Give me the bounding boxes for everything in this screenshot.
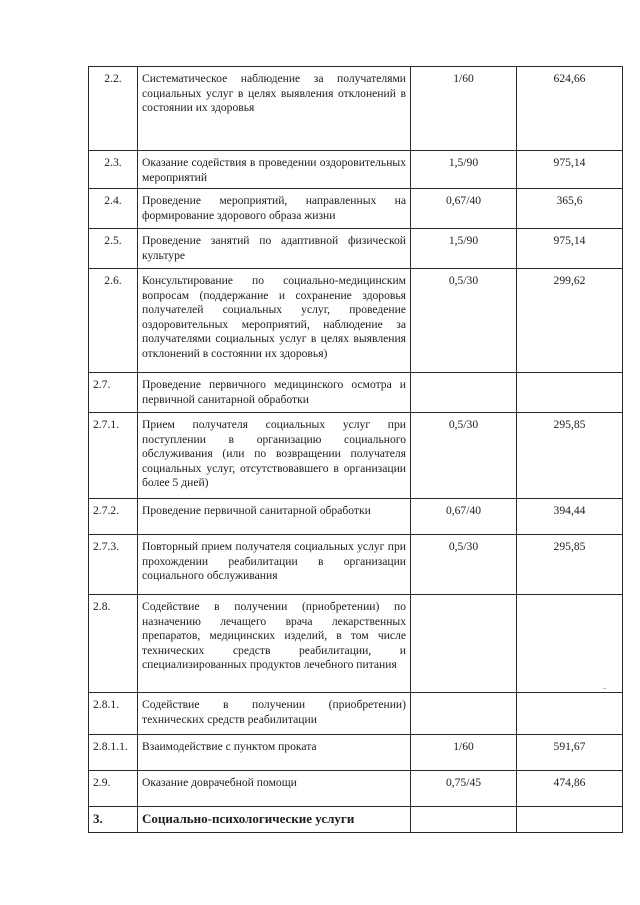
row-number: 2.7.1. <box>89 413 138 499</box>
service-price <box>517 807 623 833</box>
service-name: Содействие в получении (приобретении) по назначению лечащего врача лекарственных препаратов, медицинских изделий, в том числе технических средств реабилитации, и специализированных продуктов лечебного питания <box>138 595 411 693</box>
service-price: 975,14 <box>517 229 623 269</box>
service-price: 394,44 <box>517 499 623 535</box>
table-row <box>89 535 623 595</box>
section-number: 3. <box>89 807 138 833</box>
row-number: 2.3. <box>89 151 138 189</box>
service-price <box>517 373 623 413</box>
service-price: 975,14 <box>517 151 623 189</box>
service-name: Проведение занятий по адаптивной физической культуре <box>138 229 411 269</box>
time-norm: 0,67/40 <box>411 189 517 229</box>
service-price: 365,6 <box>517 189 623 229</box>
time-norm: 0,5/30 <box>411 535 517 595</box>
service-price: 591,67 <box>517 735 623 771</box>
table-row <box>89 735 623 771</box>
section-title: Социально-психологические услуги <box>138 807 411 833</box>
row-number: 2.6. <box>89 269 138 373</box>
service-price <box>517 595 623 693</box>
section-heading-row <box>89 807 623 833</box>
table-row <box>89 595 623 693</box>
table-row <box>89 373 623 413</box>
row-number: 2.5. <box>89 229 138 269</box>
service-name: Повторный прием получателя социальных услуг при прохождении реабилитации в организации социального обслуживания <box>138 535 411 595</box>
row-number: 2.8.1.1. <box>89 735 138 771</box>
service-name: Проведение мероприятий, направленных на формирование здорового образа жизни <box>138 189 411 229</box>
service-name: Оказание содействия в проведении оздоровительных мероприятий <box>138 151 411 189</box>
scan-speck <box>603 688 606 689</box>
table-row <box>89 693 623 735</box>
service-name: Проведение первичного медицинского осмотра и первичной санитарной обработки <box>138 373 411 413</box>
table-row <box>89 189 623 229</box>
table-row <box>89 413 623 499</box>
service-price: 474,86 <box>517 771 623 807</box>
service-name: Оказание доврачебной помощи <box>138 771 411 807</box>
service-price <box>517 693 623 735</box>
time-norm: 0,5/30 <box>411 413 517 499</box>
service-name: Содействие в получении (приобретении) технических средств реабилитации <box>138 693 411 735</box>
time-norm <box>411 595 517 693</box>
row-number: 2.8.1. <box>89 693 138 735</box>
time-norm <box>411 693 517 735</box>
row-number: 2.7. <box>89 373 138 413</box>
row-number: 2.8. <box>89 595 138 693</box>
row-number: 2.7.3. <box>89 535 138 595</box>
table-row <box>89 151 623 189</box>
service-price: 295,85 <box>517 535 623 595</box>
row-number: 2.7.2. <box>89 499 138 535</box>
service-price: 295,85 <box>517 413 623 499</box>
service-name: Проведение первичной санитарной обработки <box>138 499 411 535</box>
time-norm <box>411 373 517 413</box>
row-number: 2.9. <box>89 771 138 807</box>
table-row <box>89 229 623 269</box>
table-row <box>89 269 623 373</box>
service-name: Взаимодействие с пунктом проката <box>138 735 411 771</box>
time-norm: 1/60 <box>411 67 517 151</box>
service-name: Систематическое наблюдение за получателями социальных услуг в целях выявления отклонений в состоянии их здоровья <box>138 67 411 151</box>
row-number: 2.2. <box>89 67 138 151</box>
tariff-table <box>88 66 623 833</box>
service-name: Консультирование по социально-медицинским вопросам (поддержание и сохранение здоровья получателей социальных услуг, проведение оздоровительных мероприятий, наблюдение за получателями социальных услуг в целях выявления отклонений в состоянии их здоровья) <box>138 269 411 373</box>
time-norm: 1/60 <box>411 735 517 771</box>
row-number: 2.4. <box>89 189 138 229</box>
table-row <box>89 771 623 807</box>
service-name: Прием получателя социальных услуг при поступлении в организацию социального обслуживания (или по возвращении получателя социальных услуг, отсутствовавшего в организации более 5 дней) <box>138 413 411 499</box>
time-norm <box>411 807 517 833</box>
time-norm: 0,75/45 <box>411 771 517 807</box>
table-row <box>89 67 623 151</box>
table-row <box>89 499 623 535</box>
time-norm: 0,5/30 <box>411 269 517 373</box>
service-price: 299,62 <box>517 269 623 373</box>
time-norm: 1,5/90 <box>411 151 517 189</box>
service-price: 624,66 <box>517 67 623 151</box>
time-norm: 0,67/40 <box>411 499 517 535</box>
time-norm: 1,5/90 <box>411 229 517 269</box>
